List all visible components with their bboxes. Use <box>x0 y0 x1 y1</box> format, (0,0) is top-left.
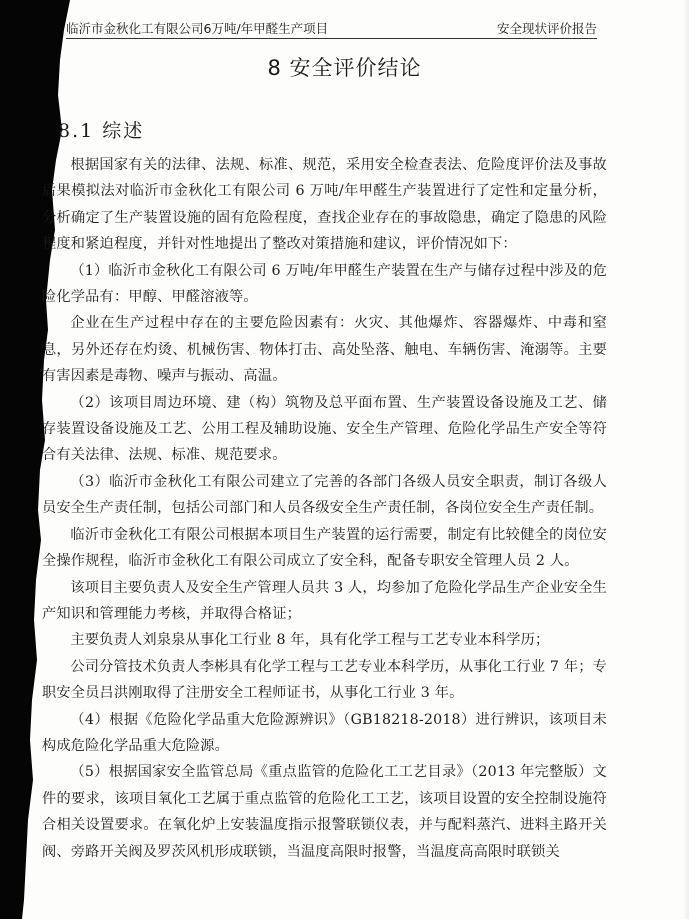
header-project-title: 临沂市金秋化工有限公司6万吨/年甲醛生产项目 <box>66 21 329 36</box>
paragraph: 该项目主要负责人及安全生产管理人员共 3 人，均参加了危险化学品生产企业安全生产知识和管理能力考核，并取得合格证； <box>42 579 607 622</box>
paragraph: （1）临沂市金秋化工有限公司 6 万吨/年甲醛生产装置在生产与储存过程中涉及的危险化学品有：甲醇、甲醛溶液等。 <box>42 262 607 306</box>
paragraph: 临沂市金秋化工有限公司根据本项目生产装置的运行需要，制定有比较健全的岗位安全操作规程，临沂市金秋化工有限公司成立了安全科，配备专职安全管理人员 2 人。 <box>42 526 607 570</box>
paragraph: 公司分管技术负责人李彬具有化学工程与工艺专业本科学历，从事化工行业 7 年；专职安全员吕洪刚取得了注册安全工程师证书，从事化工行业 3 年。 <box>42 658 607 702</box>
header-report-title: 安全现状评价报告 <box>496 21 597 36</box>
paragraph: （2）该项目周边环境、建（构）筑物及总平面布置、生产装置设备设施及工艺、储存装置设备设施及工艺、公用工程及辅助设施、安全生产管理、危险化学品生产安全等符合有关法律、法规、标准、规范要求。 <box>42 394 607 464</box>
paragraph: 根据国家有关的法律、法规、标准、规范，采用安全检查表法、危险度评价法及事故后果模拟法对临沂市金秋化工有限公司 6 万吨/年甲醛生产装置进行了定性和定量分析，分析确定了生产装置设施的固有危险程度，查找企业存在的事故隐患，确定了隐患的风险程度和紧迫程度，并针对性地提出了整改对策措施和建议，评价情况如下： <box>42 157 607 253</box>
chapter-title: 8 安全评价结论 <box>267 56 422 80</box>
paragraph: （5）根据国家安全监管总局《重点监管的危险化工工艺目录》（2013 年完整版）文件的要求，该项目氧化工艺属于重点监管的危险化工工艺，该项目设置的安全控制设施符合相关设置要求。在氧化炉上安装温度指示报警联锁仪表，并与配料蒸汽、进料主路开关阀、旁路开关阀及罗茨风机形成联锁，当温度高限时报警，当温度高高限时联锁关 <box>42 764 607 860</box>
paragraph: （3）临沂市金秋化工有限公司建立了完善的各部门各级人员安全职责，制订各级人员安全生产责任制，包括公司部门和人员各级安全生产责任制，各岗位安全生产责任制。 <box>42 473 607 517</box>
document-body <box>42 152 607 865</box>
paragraph: 企业在生产过程中存在的主要危险因素有：火灾、其他爆炸、容器爆炸、中毒和窒息，另外还存在灼烫、机械伤害、物体打击、高处坠落、触电、车辆伤害、淹溺等。主要有害因素是毒物、噪声与振动、高温。 <box>42 315 607 385</box>
section-title: 8.1 综述 <box>58 120 145 142</box>
scan-right-edge <box>683 0 689 919</box>
paragraph: （4）根据《危险化学品重大危险源辨识》（GB18218-2018）进行辨识，该项目未构成危险化学品重大危险源。 <box>42 711 607 754</box>
paragraph: 主要负责人刘泉泉从事化工行业 8 年，具有化学工程与工艺专业本科学历； <box>70 632 550 649</box>
page-header <box>66 18 597 39</box>
